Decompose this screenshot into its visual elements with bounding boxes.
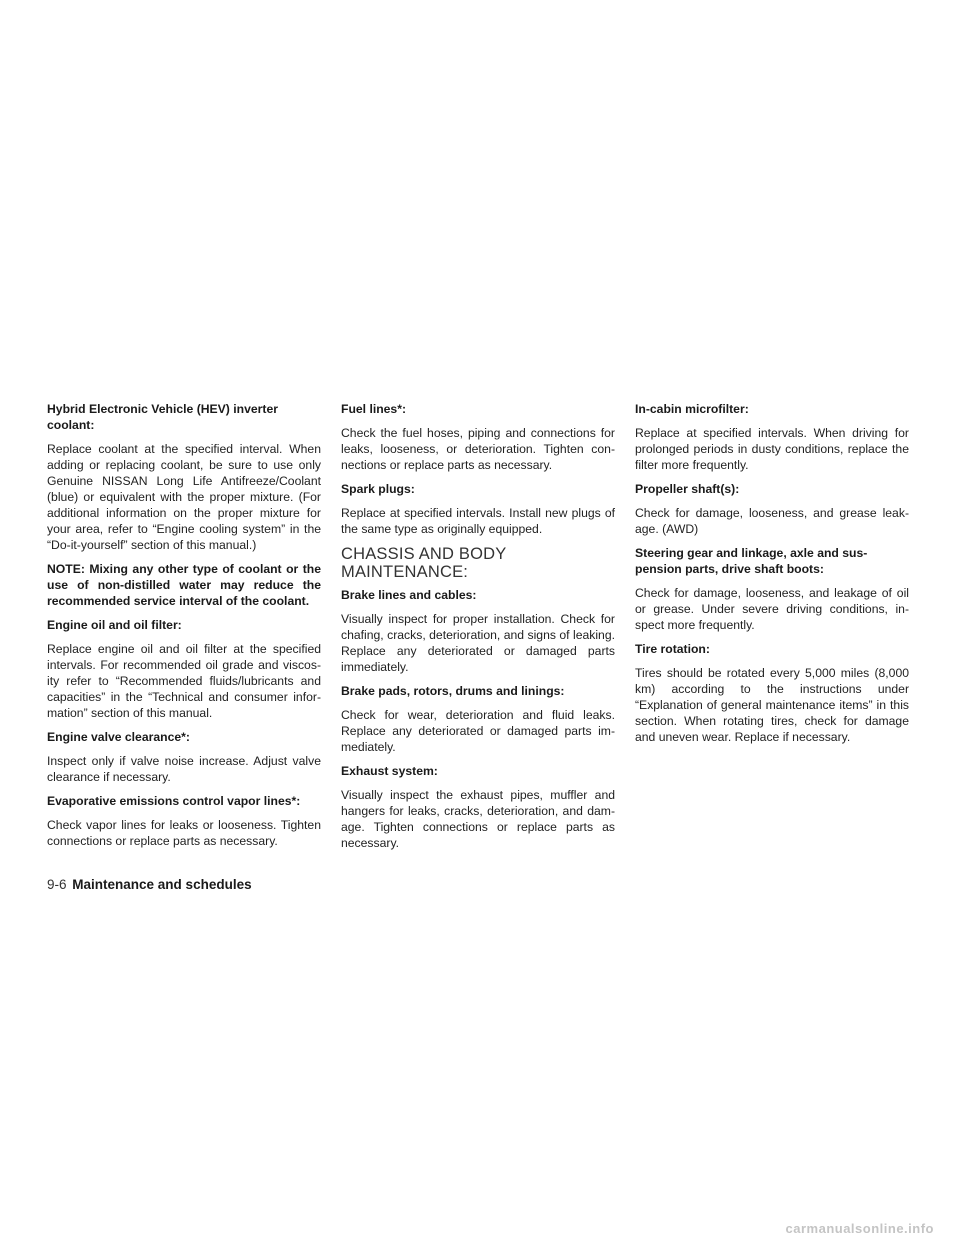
chapter-title: Maintenance and schedules [72, 877, 252, 892]
paragraph-hev-inverter-coolant: Replace coolant at the specified interval. When adding or replacing coolant, be sure to use only Genuine NISSAN Long Life Antifreeze/Coolant (blue) or equivalent with the proper mixture. (For additional information on the proper mixture for your area, refer to “Engine cooling system” in the “Do-it-yourself” section of this manual.) [47, 442, 321, 552]
heading-propeller-shaft: Propeller shaft(s): [635, 482, 740, 496]
paragraph-valve-clearance: Inspect only if valve noise increase. Adjust valve clearance if necessary. [47, 754, 321, 784]
paragraph-exhaust-system: Visually inspect the exhaust pipes, muffler and hangers for leaks, cracks, deterioration, and damage. Tighten connections or replace parts as necessary. [341, 788, 615, 850]
heading-brake-lines: Brake lines and cables: [341, 588, 477, 602]
heading-valve-clearance: Engine valve clearance*: [47, 730, 190, 744]
heading-brake-pads: Brake pads, rotors, drums and linings: [341, 684, 565, 698]
heading-tire-rotation: Tire rotation: [635, 642, 710, 656]
note-coolant-mixing: NOTE: Mixing any other type of coolant or the use of non-distilled water may reduce the recommended service interval of the coolant. [47, 562, 321, 608]
paragraph-brake-pads: Check for wear, deterioration and fluid leaks. Replace any deteriorated or damaged parts immediately. [341, 708, 615, 754]
paragraph-tire-rotation: Tires should be rotated every 5,000 miles (8,000 km) according to the instructions under “Explanation of general maintenance items” in this section. When rotating tires, check for damage and uneven wear. Replace if necessary. [635, 666, 909, 744]
heading-hev-inverter-coolant: Hybrid Electronic Vehicle (HEV) inverter coolant: [47, 402, 278, 432]
paragraph-evap-vapor-lines: Check vapor lines for leaks or looseness. Tighten connections or replace parts as necessary. [47, 818, 321, 848]
heading-engine-oil: Engine oil and oil filter: [47, 618, 182, 632]
paragraph-propeller-shaft: Check for damage, looseness, and grease leakage. (AWD) [635, 506, 909, 536]
heading-evap-vapor-lines: Evaporative emissions control vapor lines*: [47, 794, 301, 808]
page-footer [47, 877, 252, 892]
paragraph-engine-oil: Replace engine oil and oil filter at the specified intervals. For recommended oil grade and viscosity refer to “Recommended fluids/lubricants and capacities” in the “Technical and consumer information” section of this manual. [47, 642, 321, 720]
watermark: carmanualsonline.info [785, 1221, 934, 1236]
heading-fuel-lines: Fuel lines*: [341, 402, 407, 416]
heading-steering-suspension: Steering gear and linkage, axle and suspension parts, drive shaft boots: [635, 546, 868, 576]
column-2 [341, 401, 615, 859]
heading-exhaust-system: Exhaust system: [341, 764, 438, 778]
page-number: 9-6 [47, 877, 67, 892]
column-3 [635, 401, 909, 753]
column-1 [47, 401, 321, 857]
paragraph-steering-suspension: Check for damage, looseness, and leakage of oil or grease. Under severe driving conditions, inspect more frequently. [635, 586, 909, 632]
paragraph-in-cabin-microfilter: Replace at specified intervals. When driving for prolonged periods in dusty conditions, replace the filter more frequently. [635, 426, 909, 472]
paragraph-spark-plugs: Replace at specified intervals. Install new plugs of the same type as originally equipped. [341, 506, 615, 536]
paragraph-brake-lines: Visually inspect for proper installation. Check for chafing, cracks, deterioration, and signs of leaking. Replace any deteriorated or damaged parts immediately. [341, 612, 615, 674]
section-title-chassis-body: CHASSIS AND BODY MAINTENANCE: [341, 545, 507, 581]
paragraph-fuel-lines: Check the fuel hoses, piping and connections for leaks, looseness, or deterioration. Tighten connections or replace parts as necessary. [341, 426, 615, 472]
heading-spark-plugs: Spark plugs: [341, 482, 415, 496]
heading-in-cabin-microfilter: In-cabin microfilter: [635, 402, 749, 416]
